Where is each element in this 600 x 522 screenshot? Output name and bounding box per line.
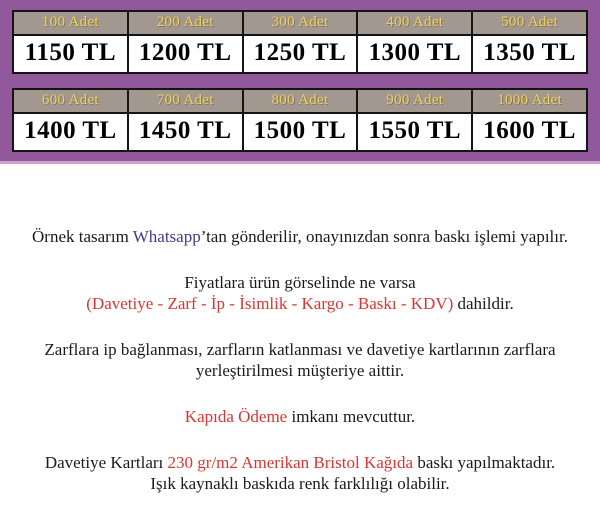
notes-section [0,164,600,494]
qty-header: 1000 Adet [472,89,587,113]
note-text: ’tan gönderilir, onayınızdan sonra baskı işlemi yapılır. [200,227,568,246]
paper-spec-text: 230 gr/m2 Amerikan Bristol Kağıda [167,453,414,472]
price-table-1 [12,10,588,74]
note-payment [0,406,600,427]
qty-header: 800 Adet [243,89,358,113]
qty-header: 500 Adet [472,11,587,35]
note-text: Zarflara ip bağlanması, zarfların katlanması ve davetiye kartlarının zarflara [44,340,556,359]
price-banner [0,0,600,164]
quantity-header-row [13,89,587,113]
price-cell: 1150 TL [13,35,128,73]
note-text: yerleştirilmesi müşteriye aittir. [195,361,405,380]
note-text: Davetiye Kartları [44,453,168,472]
price-cell: 1500 TL [243,113,358,151]
note-paper [0,452,600,494]
qty-header: 900 Adet [357,89,472,113]
note-text: Fiyatlara ürün görselinde ne varsa [184,273,416,292]
quantity-header-row [13,11,587,35]
price-cell: 1200 TL [128,35,243,73]
cash-on-delivery-text: Kapıda Ödeme [184,407,288,426]
note-text: Işık kaynaklı baskıda renk farklılığı olabilir. [150,474,450,493]
price-cell: 1300 TL [357,35,472,73]
price-cell: 1400 TL [13,113,128,151]
price-cell: 1350 TL [472,35,587,73]
price-table-2 [12,88,588,152]
included-items-text: (Davetiye - Zarf - İp - İsimlik - Kargo - Baskı - KDV) [86,294,454,313]
qty-header: 200 Adet [128,11,243,35]
qty-header: 700 Adet [128,89,243,113]
qty-header: 600 Adet [13,89,128,113]
note-text: imkanı mevcuttur. [287,407,416,426]
price-row [13,113,587,151]
qty-header: 300 Adet [243,11,358,35]
price-cell: 1250 TL [243,35,358,73]
note-text: Örnek tasarım [32,227,133,246]
note-text: baskı yapılmaktadır. [413,453,556,472]
price-cell: 1550 TL [357,113,472,151]
note-text: dahildir. [453,294,514,313]
note-customer-responsibility [0,339,600,381]
qty-header: 400 Adet [357,11,472,35]
price-cell: 1600 TL [472,113,587,151]
price-cell: 1450 TL [128,113,243,151]
note-included [0,272,600,314]
whatsapp-text: Whatsapp [132,227,201,246]
price-row [13,35,587,73]
note-design-approval [0,226,600,247]
qty-header: 100 Adet [13,11,128,35]
